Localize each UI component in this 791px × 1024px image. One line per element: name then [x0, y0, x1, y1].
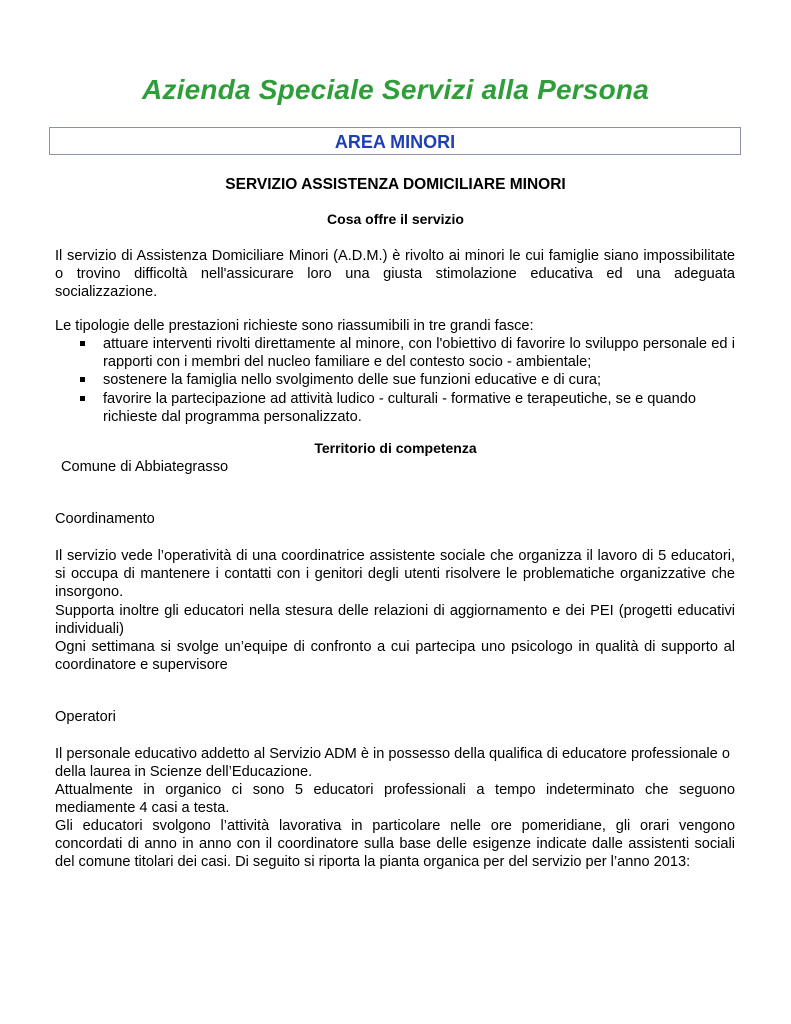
coordination-paragraph: Ogni settimana si svolge un’equipe di confronto a cui partecipa uno psicologo in qualità di supporto al coordinatore e supervisore — [55, 639, 735, 674]
coordination-paragraph: Supporta inoltre gli educatori nella stesura delle relazioni di aggiornamento e dei PEI (progetti educativi individuali) — [55, 603, 735, 638]
list-item — [55, 371, 735, 389]
square-bullet-icon — [80, 341, 85, 346]
square-bullet-icon — [80, 396, 85, 401]
list-item — [55, 390, 735, 426]
operators-paragraph: Il personale educativo addetto al Servizio ADM è in possesso della qualifica di educatore professionale o della laurea in Scienze dell’Educazione. — [55, 746, 730, 781]
area-label: AREA MINORI — [334, 132, 456, 152]
bullet-text: sostenere la famiglia nello svolgimento delle sue funzioni educative e di cura; — [103, 372, 602, 389]
types-intro: Le tipologie delle prestazioni richieste sono riassumibili in tre grandi fasce: — [55, 318, 534, 334]
territory-value: Comune di Abbiategrasso — [61, 459, 229, 475]
bullet-text: favorire la partecipazione ad attività ludico - culturali - formative e terapeutiche, se e quando richieste dal programma personalizzato. — [103, 390, 696, 425]
service-title: SERVIZIO ASSISTENZA DOMICILIARE MINORI — [225, 176, 566, 193]
square-bullet-icon — [80, 377, 85, 382]
coordination-heading: Coordinamento — [55, 511, 155, 527]
services-bullet-list — [55, 335, 735, 426]
list-item — [55, 335, 735, 371]
area-banner — [49, 127, 741, 155]
coordination-paragraph: Il servizio vede l’operatività di una coordinatrice assistente sociale che organizza il lavoro di 5 educatori, si occupa di mantenere i contatti con i genitori degli utenti risolvere le problematiche organizzative che insorgono. — [55, 548, 735, 601]
operators-paragraph: Attualmente in organico ci sono 5 educatori professionali a tempo indeterminato che seguono mediamente 4 casi a testa. — [55, 782, 735, 817]
bullet-text: attuare interventi rivolti direttamente al minore, con l'obiettivo di favorire lo sviluppo personale ed i rapporti con i membri del nucleo familiare e del contesto socio - ambientale; — [103, 336, 735, 371]
operators-heading: Operatori — [55, 709, 116, 725]
territory-heading: Territorio di competenza — [314, 440, 477, 456]
intro-paragraph: Il servizio di Assistenza Domiciliare Minori (A.D.M.) è rivolto ai minori le cui famiglie siano impossibilitate o trovino difficoltà nell'assicurare loro una giusta stimolazione educativa ed una adeguata socializzazione. — [55, 248, 735, 301]
organization-title: Azienda Speciale Servizi alla Persona — [142, 74, 649, 105]
operators-paragraph: Gli educatori svolgono l’attività lavorativa in particolare nelle ore pomeridiane, gli orari vengono concordati di anno in anno con il coordinatore sulla base delle esigenze indicate dalle assistenti sociali del comune titolari dei casi. Di seguito si riporta la pianta organica per del servizio per l’anno 2013: — [55, 818, 735, 871]
offer-heading: Cosa offre il servizio — [327, 211, 464, 227]
